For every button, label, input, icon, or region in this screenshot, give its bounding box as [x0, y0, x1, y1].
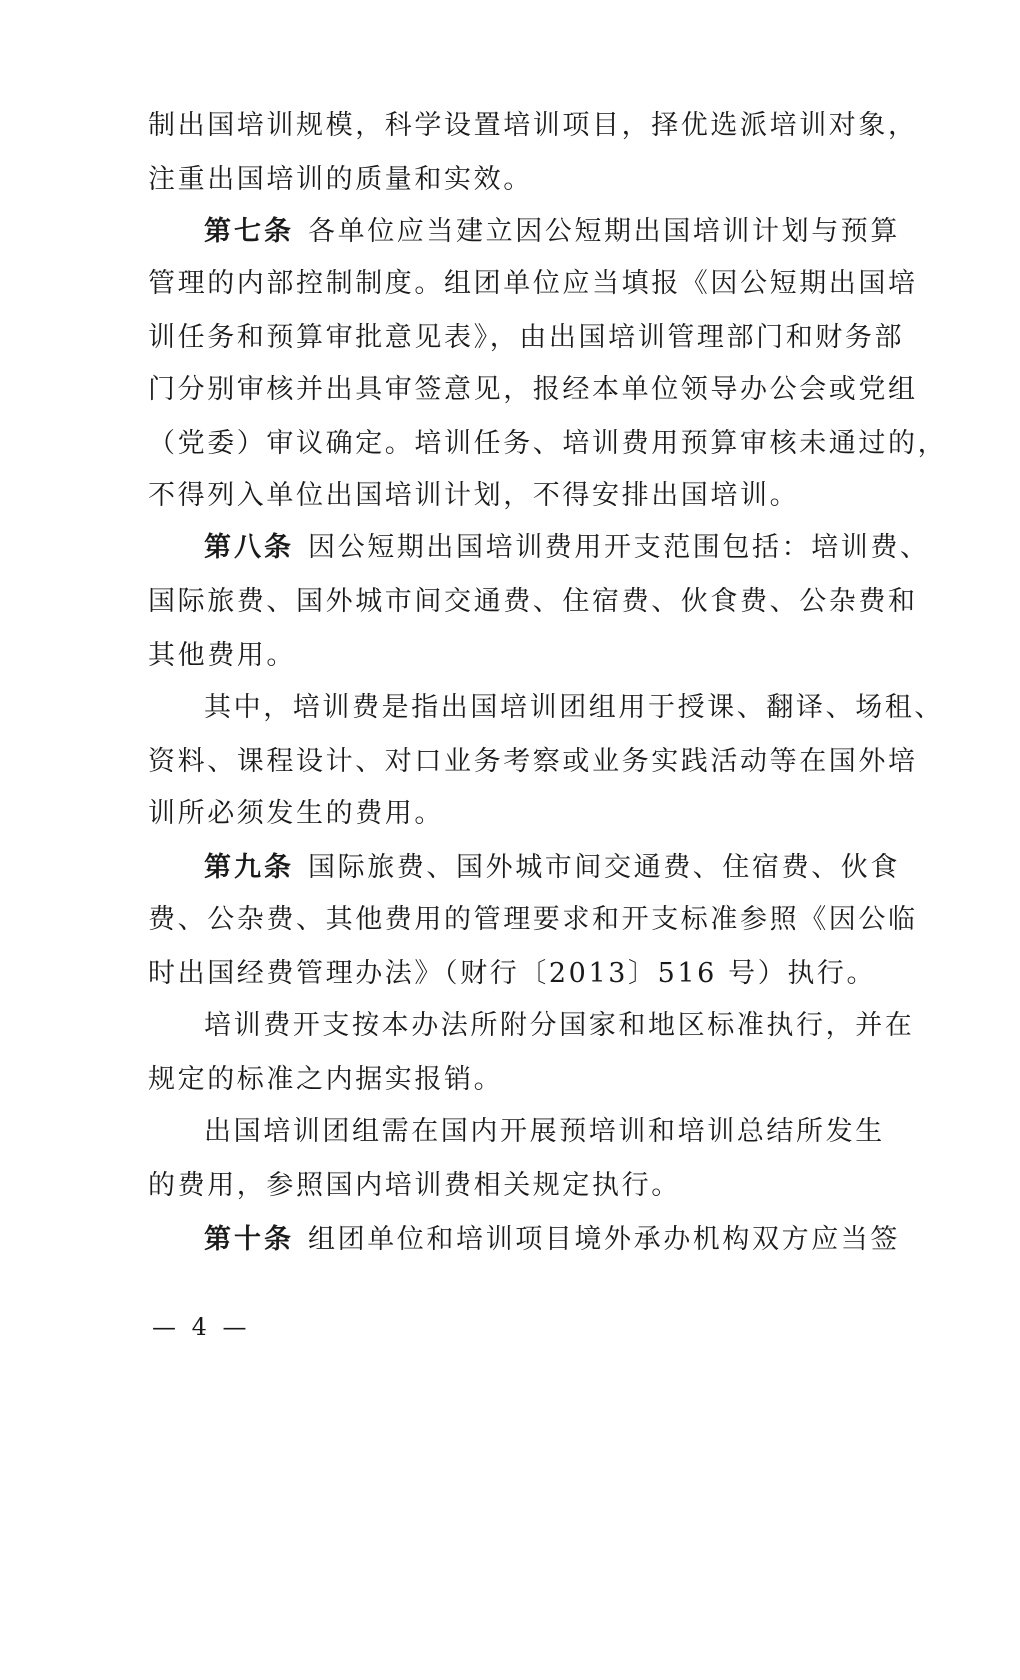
paragraph-line: 训任务和预算审批意见表》，由出国培训管理部门和财务部: [148, 322, 905, 353]
paragraph-line: 其他费用。: [148, 640, 296, 671]
article-number: 第九条: [204, 852, 294, 883]
paragraph-line: 资料、课程设计、对口业务考察或业务实践活动等在国外培: [148, 746, 918, 777]
paragraph-line: 出国培训团组需在国内开展预培训和培训总结所发生: [204, 1116, 885, 1147]
paragraph-line: 制出国培训规模，科学设置培训项目，择优选派培训对象，: [148, 110, 918, 141]
paragraph-text: 因公短期出国培训费用开支范围包括：培训费、: [308, 532, 930, 563]
paragraph-text: 各单位应当建立因公短期出国培训计划与预算: [308, 216, 900, 247]
paragraph-text: 国际旅费、国外城市间交通费、住宿费、伙食: [308, 852, 900, 883]
paragraph-line: 其中，培训费是指出国培训团组用于授课、翻译、场租、: [204, 692, 944, 723]
paragraph-line: （党委）审议确定。培训任务、培训费用预算审核未通过的，: [148, 428, 948, 459]
article-number: 第七条: [204, 216, 294, 247]
article-first-line: [204, 212, 900, 252]
paragraph-line: 国际旅费、国外城市间交通费、住宿费、伙食费、公杂费和: [148, 586, 918, 617]
paragraph-line: 培训费开支按本办法所附分国家和地区标准执行，并在: [204, 1010, 915, 1041]
paragraph-line: 规定的标准之内据实报销。: [148, 1064, 504, 1095]
article-number: 第八条: [204, 532, 294, 563]
paragraph-line: 费、公杂费、其他费用的管理要求和开支标准参照《因公临: [148, 904, 918, 935]
article-first-line: [204, 528, 930, 568]
paragraph-line: 注重出国培训的质量和实效。: [148, 164, 533, 195]
paragraph-line: 不得列入单位出国培训计划，不得安排出国培训。: [148, 480, 800, 511]
paragraph-line: 的费用，参照国内培训费相关规定执行。: [148, 1170, 681, 1201]
article-number: 第十条: [204, 1224, 294, 1255]
paragraph-line: 训所必须发生的费用。: [148, 798, 444, 829]
page-number: — 4 —: [152, 1313, 251, 1341]
paragraph-line: 门分别审核并出具审签意见，报经本单位领导办公会或党组: [148, 374, 918, 405]
paragraph-line: 时出国经费管理办法》（财行〔2013〕516 号）执行。: [148, 958, 877, 989]
paragraph-text: 组团单位和培训项目境外承办机构双方应当签: [308, 1224, 900, 1255]
paragraph-line: 管理的内部控制制度。组团单位应当填报《因公短期出国培: [148, 268, 918, 299]
article-first-line: [204, 1220, 900, 1260]
article-first-line: [204, 848, 900, 888]
